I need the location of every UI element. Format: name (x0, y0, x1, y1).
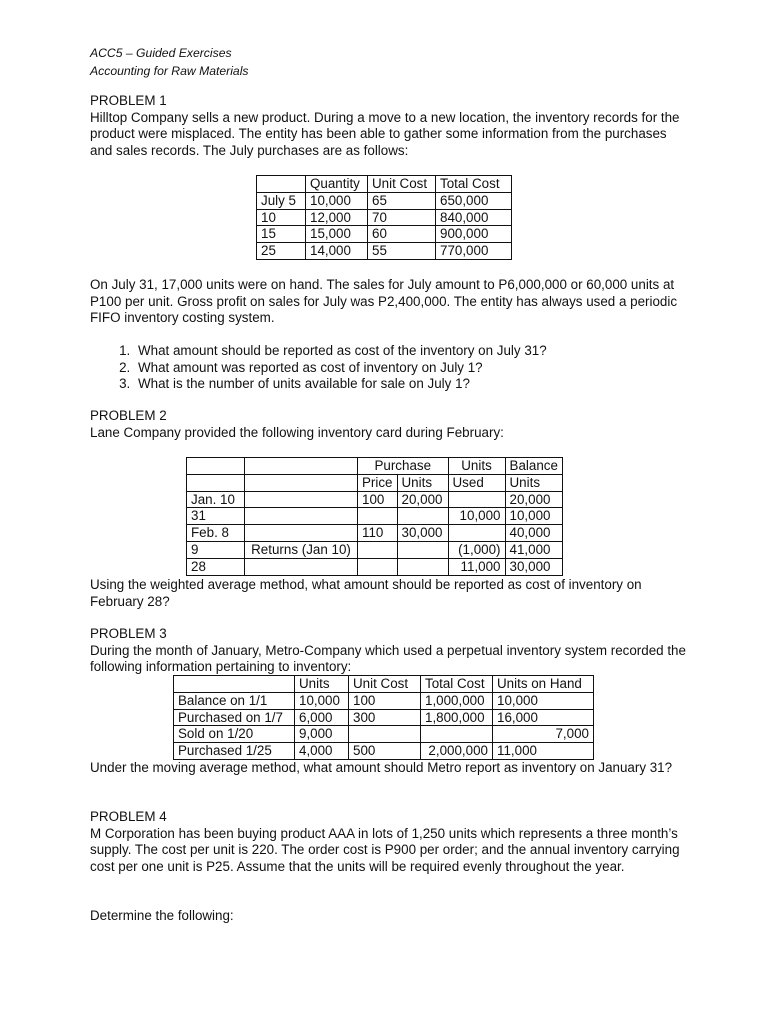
problem1-questions (90, 343, 690, 393)
table-cell: Sold on 1/20 (174, 726, 295, 743)
table-row (187, 508, 563, 525)
table-cell: 15 (257, 226, 306, 243)
problem1-intro: Hilltop Company sells a new product. During a move to a new location, the inventory records for the product were misplaced. The entity has been able to gather some information from the purchases and sales records. The July purchases are as follows: (90, 109, 680, 158)
problem3-inventory-table (173, 675, 594, 760)
table-header-cell (187, 458, 245, 475)
table-cell: 41,000 (505, 541, 562, 558)
table-header-cell (245, 458, 358, 475)
problem1-details-block (90, 277, 690, 327)
table-cell: 30,000 (397, 525, 448, 542)
problem4-intro-block (90, 809, 690, 875)
table-header-cell: Price (358, 474, 398, 491)
table-cell: 20,000 (397, 491, 448, 508)
question-item: 3. What is the number of units available for sale on July 1? (134, 376, 690, 393)
table-header-row (174, 676, 594, 693)
table-cell: 60 (368, 226, 436, 243)
table-header-cell: Units (448, 458, 505, 475)
table-header-cell: Quantity (306, 176, 368, 193)
table-header-cell (245, 474, 358, 491)
table-cell: 10,000 (295, 692, 349, 709)
table-cell: 6,000 (295, 709, 349, 726)
problem4-intro: M Corporation has been buying product AAA in lots of 1,250 units which represents a three month’s supply. The cost per unit is 220. The order cost is P900 per order; and the annual inventory carrying cost per one unit is P25. Assume that the units will be required evenly throughout the year. (90, 825, 680, 874)
table-header-cell: Units on Hand (493, 676, 594, 693)
course-title: ACC5 – Guided Exercises (90, 46, 232, 60)
table-cell: 10,000 (493, 692, 594, 709)
problem4-prompt-block (90, 908, 690, 925)
document-header (90, 45, 690, 80)
table-row (257, 243, 512, 260)
table-cell: Jan. 10 (187, 491, 245, 508)
table-cell: 1,800,000 (421, 709, 493, 726)
problem2-inventory-card-table (186, 457, 563, 576)
problem3-intro-block (90, 626, 690, 676)
table-cell: 110 (358, 525, 398, 542)
problem1-details: On July 31, 17,000 units were on hand. The sales for July amount to P6,000,000 or 60,000 units at P100 per unit. Gross profit on sales for July was P2,400,000. The entity has always used a periodic FIFO inventory costing system. (90, 277, 678, 325)
table-row (174, 692, 594, 709)
problem2-intro-block (90, 408, 690, 441)
table-header-cell (257, 176, 306, 193)
table-cell: 11,000 (448, 558, 505, 575)
problem1-intro-block (90, 93, 690, 159)
table-header-cell: Unit Cost (349, 676, 421, 693)
table-cell: 65 (368, 192, 436, 209)
table-header-cell (174, 676, 295, 693)
table-cell: 10,000 (306, 192, 368, 209)
problem4-prompt: Determine the following: (90, 908, 234, 923)
table-cell: Purchased on 1/7 (174, 709, 295, 726)
table-cell: 55 (368, 243, 436, 260)
table-row (257, 192, 512, 209)
table-row (174, 709, 594, 726)
table-cell: 2,000,000 (421, 743, 493, 760)
table-cell (397, 508, 448, 525)
table-cell: 30,000 (505, 558, 562, 575)
table-cell: 7,000 (493, 726, 594, 743)
table-cell: 300 (349, 709, 421, 726)
table-cell: 28 (187, 558, 245, 575)
table-cell: (1,000) (448, 541, 505, 558)
table-cell: 11,000 (493, 743, 594, 760)
table-cell: July 5 (257, 192, 306, 209)
table-cell: 25 (257, 243, 306, 260)
table-header-cell (187, 474, 245, 491)
table-row (187, 525, 563, 542)
table-cell: 840,000 (436, 209, 512, 226)
table-header-cell: Purchase (358, 458, 449, 475)
table-header-row (257, 176, 512, 193)
table-header-cell: Total Cost (436, 176, 512, 193)
problem2-title: PROBLEM 2 (90, 408, 167, 423)
table-cell (358, 558, 398, 575)
table-cell (358, 508, 398, 525)
table-header-cell: Unit Cost (368, 176, 436, 193)
table-header-cell: Used (448, 474, 505, 491)
problem1-purchases-table (256, 175, 512, 260)
table-cell: 20,000 (505, 491, 562, 508)
table-header-cell: Balance (505, 458, 562, 475)
table-header-cell: Total Cost (421, 676, 493, 693)
table-cell (349, 726, 421, 743)
problem2-question: Using the weighted average method, what amount should be reported as cost of inventory on February 28? (90, 577, 642, 609)
table-cell: 10,000 (505, 508, 562, 525)
table-row (187, 491, 563, 508)
table-row (174, 743, 594, 760)
table-cell (397, 541, 448, 558)
table-cell: 500 (349, 743, 421, 760)
table-cell: 4,000 (295, 743, 349, 760)
table-cell: 70 (368, 209, 436, 226)
table-cell: Purchased 1/25 (174, 743, 295, 760)
table-cell (245, 525, 358, 542)
table-header-cell: Units (295, 676, 349, 693)
table-cell (245, 558, 358, 575)
problem4-title: PROBLEM 4 (90, 809, 167, 824)
table-header-cell: Units (397, 474, 448, 491)
table-cell: 770,000 (436, 243, 512, 260)
table-cell: 31 (187, 508, 245, 525)
problem3-question: Under the moving average method, what amount should Metro report as inventory on January 31? (90, 760, 673, 775)
table-row (174, 726, 594, 743)
table-cell: 40,000 (505, 525, 562, 542)
table-row (187, 541, 563, 558)
table-cell: 10 (257, 209, 306, 226)
problem1-questions-block (90, 343, 690, 393)
table-cell (421, 726, 493, 743)
question-item: 2. What amount was reported as cost of inventory on July 1? (134, 360, 690, 377)
question-item: 1. What amount should be reported as cost of the inventory on July 31? (134, 343, 690, 360)
table-cell (245, 491, 358, 508)
table-cell: Feb. 8 (187, 525, 245, 542)
table-row (257, 209, 512, 226)
table-cell: 650,000 (436, 192, 512, 209)
table-row (257, 226, 512, 243)
table-cell (245, 508, 358, 525)
problem3-intro: During the month of January, Metro-Company which used a perpetual inventory system recorded the following information pertaining to inventory: (90, 642, 686, 674)
table-cell (448, 491, 505, 508)
problem1-title: PROBLEM 1 (90, 93, 167, 108)
table-cell: 14,000 (306, 243, 368, 260)
topic-title: Accounting for Raw Materials (90, 63, 249, 78)
table-cell: Balance on 1/1 (174, 692, 295, 709)
table-row (187, 558, 563, 575)
table-cell: 16,000 (493, 709, 594, 726)
table-cell: 900,000 (436, 226, 512, 243)
table-cell: Returns (Jan 10) (245, 541, 358, 558)
table-cell (358, 541, 398, 558)
table-cell: 12,000 (306, 209, 368, 226)
problem2-intro: Lane Company provided the following inventory card during February: (90, 424, 504, 440)
problem3-title: PROBLEM 3 (90, 626, 167, 641)
table-header-row (187, 474, 563, 491)
table-header-row (187, 458, 563, 475)
table-cell: 15,000 (306, 226, 368, 243)
problem3-question-block (90, 760, 690, 777)
table-cell: 9 (187, 541, 245, 558)
table-header-cell: Units (505, 474, 562, 491)
table-cell: 10,000 (448, 508, 505, 525)
table-cell: 100 (358, 491, 398, 508)
problem2-question-block (90, 577, 690, 610)
table-cell: 9,000 (295, 726, 349, 743)
table-cell (448, 525, 505, 542)
table-cell: 1,000,000 (421, 692, 493, 709)
table-cell: 100 (349, 692, 421, 709)
table-cell (397, 558, 448, 575)
